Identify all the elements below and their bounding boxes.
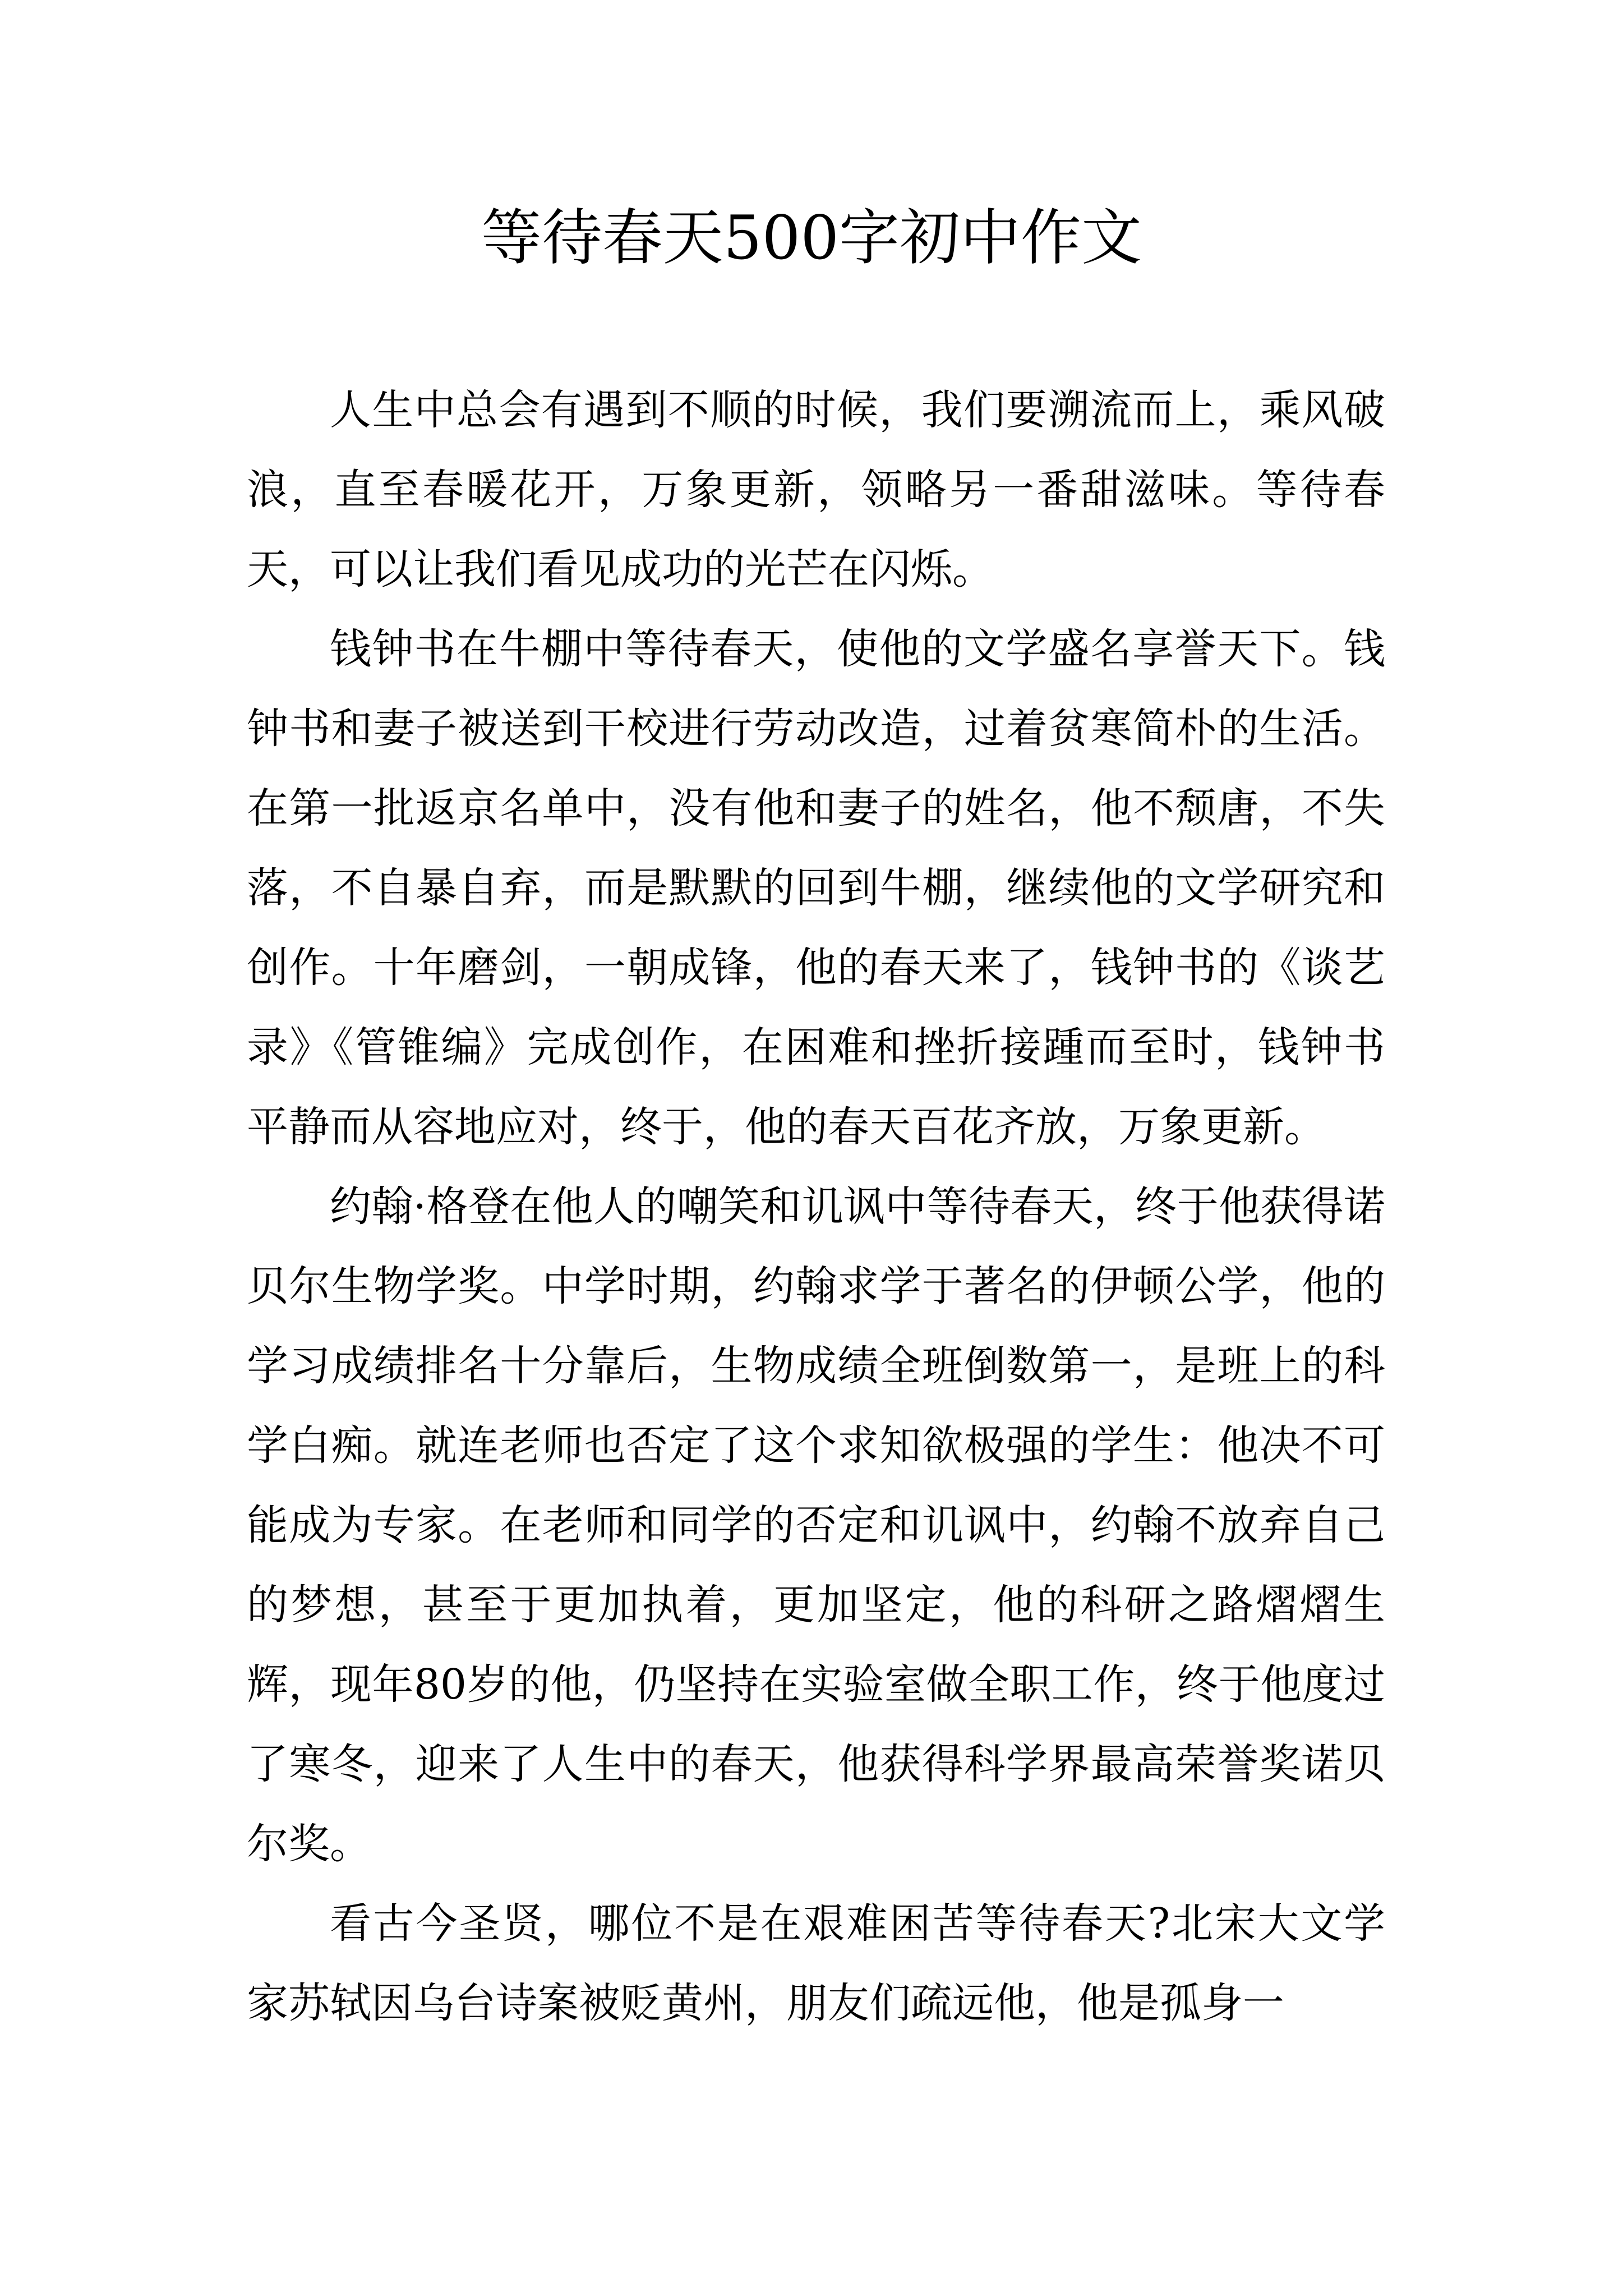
- paragraph-3: 约翰·格登在他人的嘲笑和讥讽中等待春天，终于他获得诺贝尔生物学奖。中学时期，约翰求学于著名的伊顿公学，他的学习成绩排名十分靠后，生物成绩全班倒数第一，是班上的科学白痴。就连老师也否定了这个求知欲极强的学生：他决不可能成为专家。在老师和同学的否定和讥讽中，约翰不放弃自己的梦想，甚至于更加执着，更加坚定，他的科研之路熠熠生辉，现年80岁的他，仍坚持在实验室做全职工作，终于他度过了寒冬，迎来了人生中的春天，他获得科学界最高荣誉奖诺贝尔奖。: [247, 1182, 1385, 1868]
- document-title: 等待春天500字初中作文: [481, 203, 1142, 273]
- paragraph-4: 看古今圣贤，哪位不是在艰难困苦等待春天?北宋大文学家苏轼因乌台诗案被贬黄州，朋友们疏远他，他是孤身一: [247, 1899, 1385, 2027]
- paragraph-2: 钱钟书在牛棚中等待春天，使他的文学盛名享誉天下。钱钟书和妻子被送到干校进行劳动改造，过着贫寒简朴的生活。在第一批返京名单中，没有他和妻子的姓名，他不颓唐，不失落，不自暴自弃，而是默默的回到牛棚，继续他的文学研究和创作。十年磨剑，一朝成锋，他的春天来了，钱钟书的《谈艺录》《管锥编》完成创作，在困难和挫折接踵而至时，钱钟书平静而从容地应对，终于，他的春天百花齐放，万象更新。: [247, 625, 1385, 1151]
- document-body: [247, 370, 1385, 2043]
- paragraph-1: 人生中总会有遇到不顺的时候，我们要溯流而上，乘风破浪，直至春暖花开，万象更新，领略另一番甜滋味。等待春天，可以让我们看见成功的光芒在闪烁。: [247, 386, 1385, 593]
